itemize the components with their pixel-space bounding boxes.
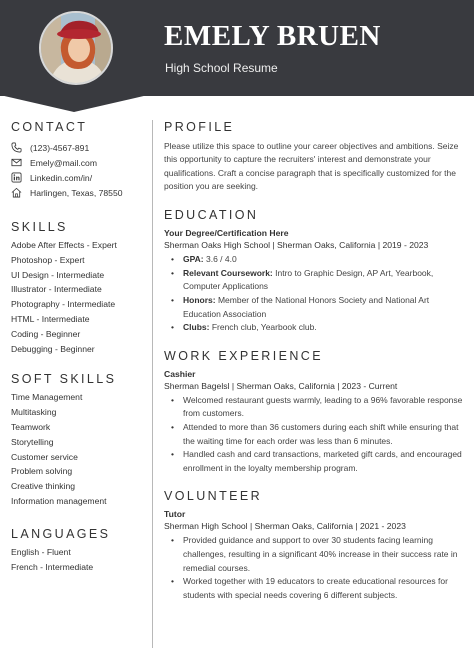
home-icon [11,187,22,198]
location-text: Harlingen, Texas, 78550 [30,187,123,198]
list-item: Problem solving [11,466,73,477]
list-item: Time Management [11,392,83,403]
list-item: Information management [11,495,107,506]
list-item: Debugging - Beginner [11,343,95,354]
volunteer-title: VOLUNTEER [164,489,263,504]
list-item: English - Fluent [11,546,71,557]
work-title: WORK EXPERIENCE [164,348,323,363]
list-item: • Welcomed restaurant guests warmly, leading to a 96% favorable response from customers. [164,394,464,421]
education-bullets [164,253,464,335]
contact-phone [11,140,147,155]
list-item: Photoshop - Expert [11,254,85,265]
contact-email [11,155,147,170]
phone-icon [11,142,22,153]
list-item: Customer service [11,451,78,462]
list-item: • Handled cash and card transactions, marketed gift cards, and encouraged enrollment in the loyalty membership program. [164,448,464,475]
soft-skills-list [11,392,147,510]
list-item: Coding - Beginner [11,328,81,339]
list-item: • Provided guidance and support to over 30 students facing learning challenges, resulting in a significant 40% increase in their success rate in remedial courses. [164,534,464,575]
list-item: Creative thinking [11,481,76,492]
list-item: HTML - Intermediate [11,313,90,324]
column-divider [152,120,153,648]
languages-list [11,547,147,577]
contact-location [11,185,147,200]
list-item: Storytelling [11,436,54,447]
school-line: Sherman Oaks High School | Sherman Oaks, California | 2019 - 2023 [164,240,429,251]
list-item: • Honors: Member of the National Honors Society and National Art Education Association [164,294,464,321]
volunteer-org: Sherman High School | Sherman Oaks, California | 2021 - 2023 [164,521,406,532]
list-item: • GPA: 3.6 / 4.0 [164,253,464,267]
linkedin-icon [11,172,22,183]
right-column [164,120,464,602]
profile-photo-icon [41,13,113,85]
phone-number[interactable]: (123)-4567-891 [30,142,90,153]
list-item: • Attended to more than 36 customers during each shift while ensuring that the waiting time for each order was less than 6 minutes. [164,421,464,448]
work-role: Cashier [164,368,196,379]
volunteer-role: Tutor [164,509,186,520]
languages-title: LANGUAGES [11,526,111,541]
skills-list [11,240,147,358]
avatar [39,11,113,85]
list-item: Multitasking [11,407,57,418]
email-link[interactable]: Emely@mail.com [30,157,97,168]
list-item: • Worked together with 19 educators to create educational resources for students with special needs covering 6 different subjects. [164,575,464,602]
volunteer-bullets [164,534,464,602]
mail-icon [11,157,22,168]
degree-title: Your Degree/Certification Here [164,228,289,239]
resume-header [0,0,474,96]
resume-subtitle: High School Resume [165,61,278,75]
profile-text: Please utilize this space to outline your career objectives and ambitions. Seize this opportunity to capture the recruiters' interest and demonstrate your qualifications. Craft a concise paragraph that is specifically customized for the position you are seeking. [164,141,459,191]
list-item: • Relevant Coursework: Intro to Graphic Design, AP Art, Yearbook, Computer Applications [164,267,464,294]
work-org: Sherman Bagelsl | Sherman Oaks, California | 2023 - Current [164,380,398,391]
list-item: UI Design - Intermediate [11,269,105,280]
education-title: EDUCATION [164,208,259,223]
list-item: French - Intermediate [11,561,94,572]
header-chevron [0,95,148,113]
linkedin-link[interactable]: Linkedin.com/in/ [30,172,93,183]
list-item: Teamwork [11,421,51,432]
list-item: • Clubs: French club, Yearbook club. [164,321,464,335]
list-item: Adobe After Effects - Expert [11,240,117,250]
contact-list [11,140,147,200]
candidate-name: EMELY BRUEN [164,20,381,52]
list-item: Illustrator - Intermediate [11,284,102,295]
profile-title: PROFILE [164,120,235,134]
soft-skills-title: SOFT SKILLS [11,372,117,387]
work-bullets [164,394,464,476]
contact-linkedin [11,170,147,185]
left-column [11,120,147,576]
skills-title: SKILLS [11,220,68,234]
contact-title: CONTACT [11,120,88,134]
list-item: Photography - Intermediate [11,299,116,310]
